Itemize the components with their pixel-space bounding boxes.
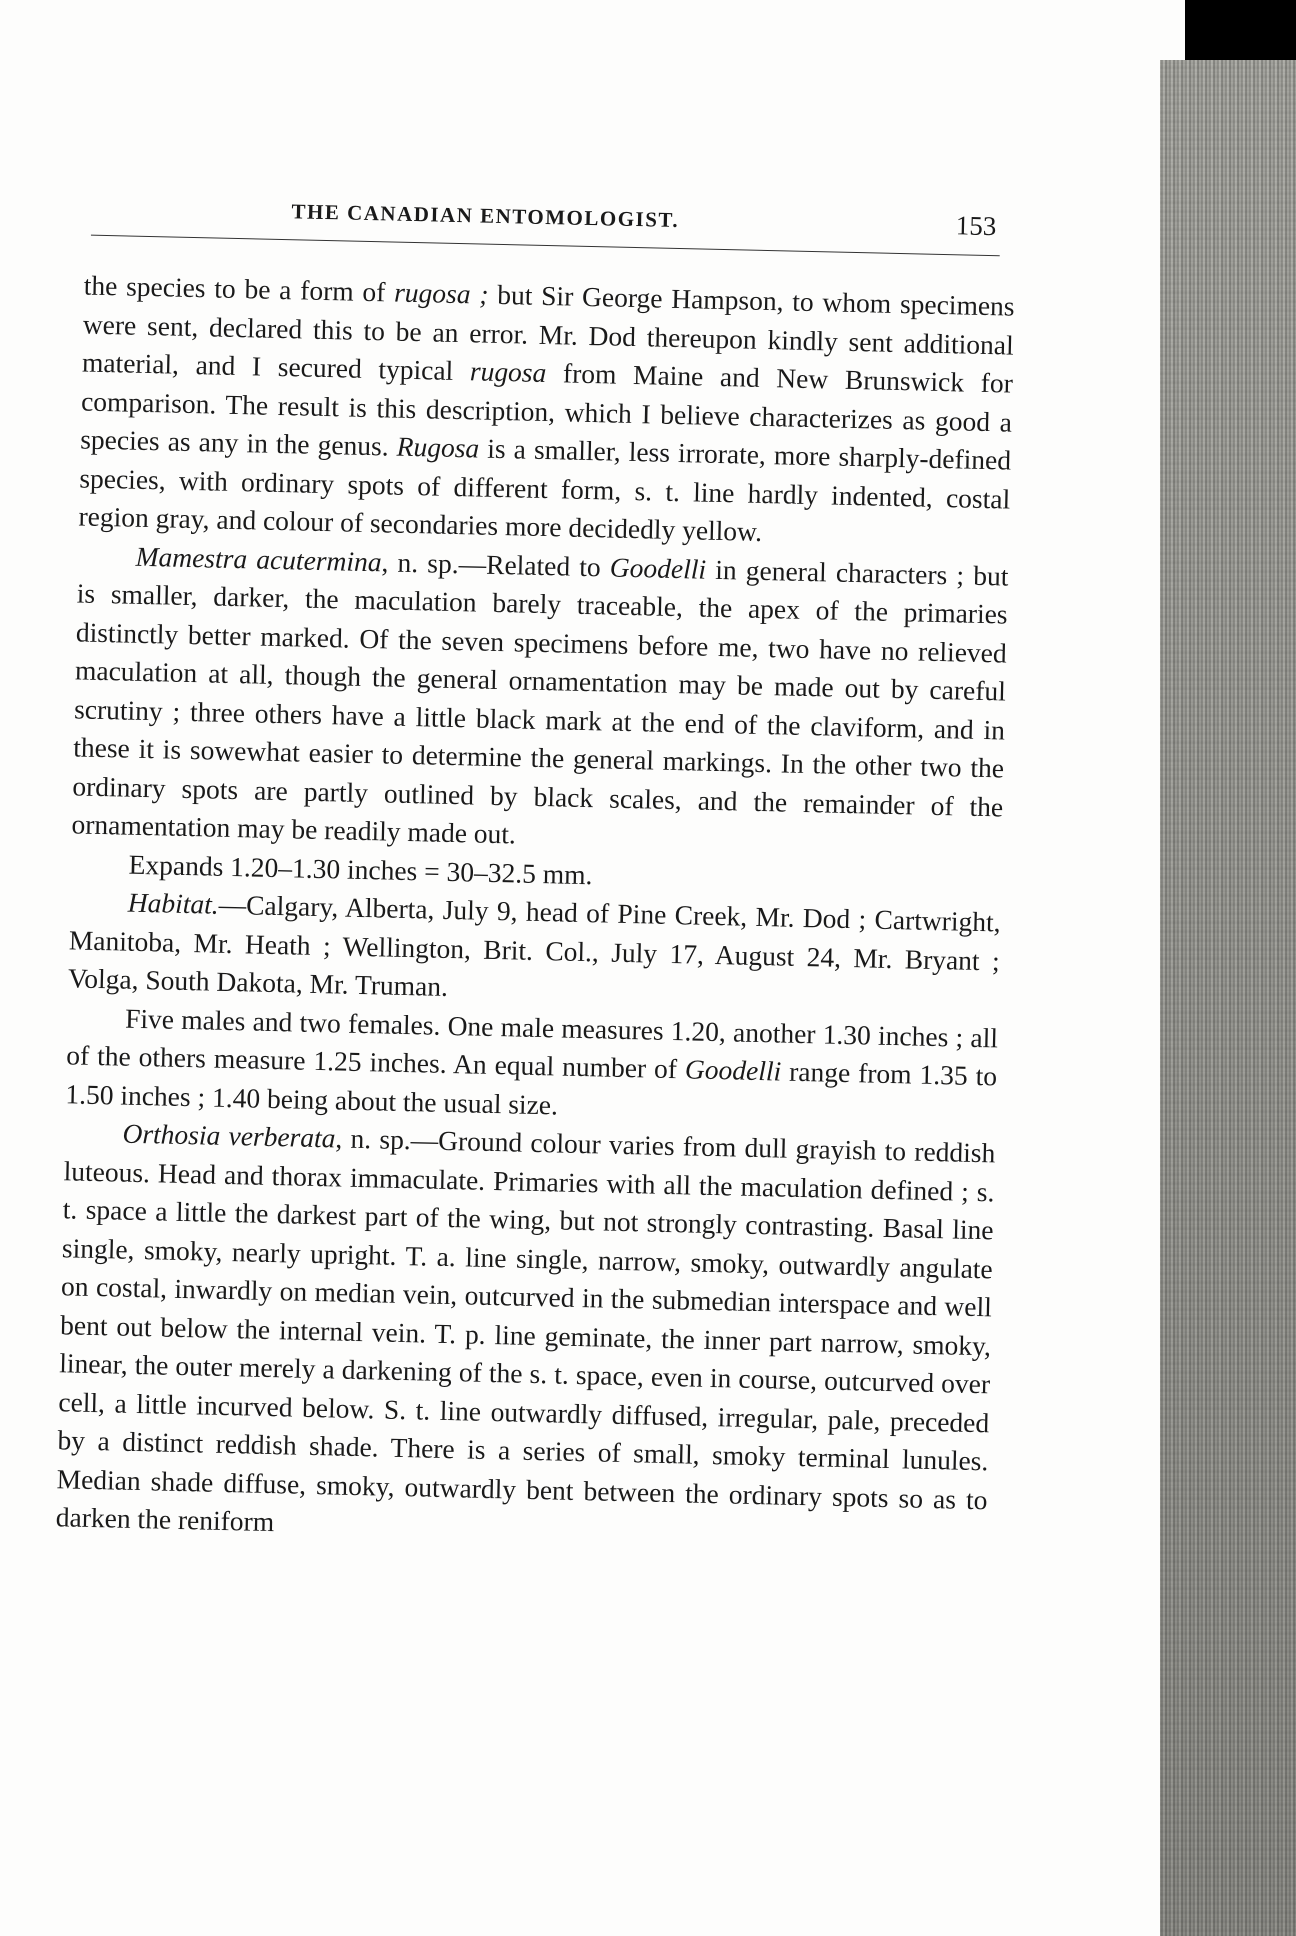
text-run: range from 1.35 to 1.50 inches ; 1.40 being about the usual size. <box>65 1055 998 1120</box>
italic-text-run: rugosa ; <box>393 276 489 310</box>
text-run: from Maine and New Brunswick for comparison. The result is this description, which I believe characterizes as good a species as any in the genus. <box>79 357 1014 462</box>
page-stack-grain <box>1160 60 1296 1936</box>
text-run: Five males and two females. One male measures 1.20, another 1.30 inches ; all of the others measure 1.25 inches. An equal number of <box>65 1002 999 1085</box>
paragraph <box>65 998 998 1135</box>
italic-text-run: Habitat. <box>127 886 220 920</box>
paragraph <box>78 267 1015 558</box>
body-text <box>31 266 1015 1558</box>
journal-title: THE CANADIAN ENTOMOLOGIST. <box>291 199 680 233</box>
text-run: Expands 1.20–1.30 inches = 30–32.5 mm. <box>128 848 593 890</box>
paragraph <box>68 882 1001 1019</box>
italic-text-run: Goodelli <box>609 551 707 585</box>
text-run: , n. sp.—Related to <box>381 545 611 583</box>
text-run: is a smaller, less irrorate, more sharply-defined species, with ordinary spots of different form, s. t. line hardly indented, costal region gray, and colour of secondaries more decidedly yellow. <box>78 432 1012 547</box>
paragraph <box>55 1113 995 1558</box>
italic-text-run: Rugosa <box>396 430 480 464</box>
italic-text-run: Goodelli <box>684 1053 782 1087</box>
text-run: but Sir George Hampson, to whom specimens were sent, declared this to be an error. Mr. Dod thereupon kindly sent additional material, and I secured typical <box>81 278 1015 387</box>
paragraph <box>71 536 1009 865</box>
text-run: in general characters ; but is smaller, darker, the maculation barely traceable, the apex of the primaries distinctly better marked. Of the seven specimens before me, two have no relieved maculation at all, though the general ornamentation may be made out by careful scrutiny ; three others have a little black mark at the end of the claviform, and in these it is sowewhat easier to determine the general markings. In the other two the ordinary spots are partly outlined by black scales, and the remainder of the ornamentation may be readily made out. <box>71 553 1009 850</box>
text-run: the species to be a form of <box>83 269 395 308</box>
text-run: —Calgary, Alberta, July 9, head of Pine Creek, Mr. Dod ; Cartwright, Manitoba, Mr. Heath ; Wellington, Brit. Col., July 17, August 24, Mr. Bryant ; Volga, South Dakota, Mr. Truman. <box>67 888 1001 1002</box>
page-content <box>31 188 1016 1558</box>
header-rule <box>91 235 1000 257</box>
italic-text-run: Orthosia verberata <box>122 1117 336 1154</box>
page-number: 153 <box>955 210 997 242</box>
text-run: , n. sp.—Ground colour varies from dull grayish to reddish luteous. Head and thorax immaculate. Primaries with all the maculation defined ; s. t. space a little the darkest part of the wing, but not strongly contrasting. Basal line single, smoky, nearly upright. T. a. line single, narrow, smoky, outwardly angulate on costal, inwardly on median vein, outcurved in the submedian interspace and well bent out below the internal vein. T. p. line geminate, the inner part narrow, smoky, linear, the outer merely a darkening of the s. t. space, even in course, outcurved over cell, a little incurved below. S. t. line outwardly diffused, irregular, pale, preceded by a distinct reddish shade. There is a series of small, smoky terminal lunules. Median shade diffuse, smoky, outwardly bent between the ordinary spots so as to darken the reniform <box>55 1122 996 1538</box>
italic-text-run: rugosa <box>469 355 547 389</box>
italic-text-run: Mamestra acutermina <box>135 540 382 577</box>
